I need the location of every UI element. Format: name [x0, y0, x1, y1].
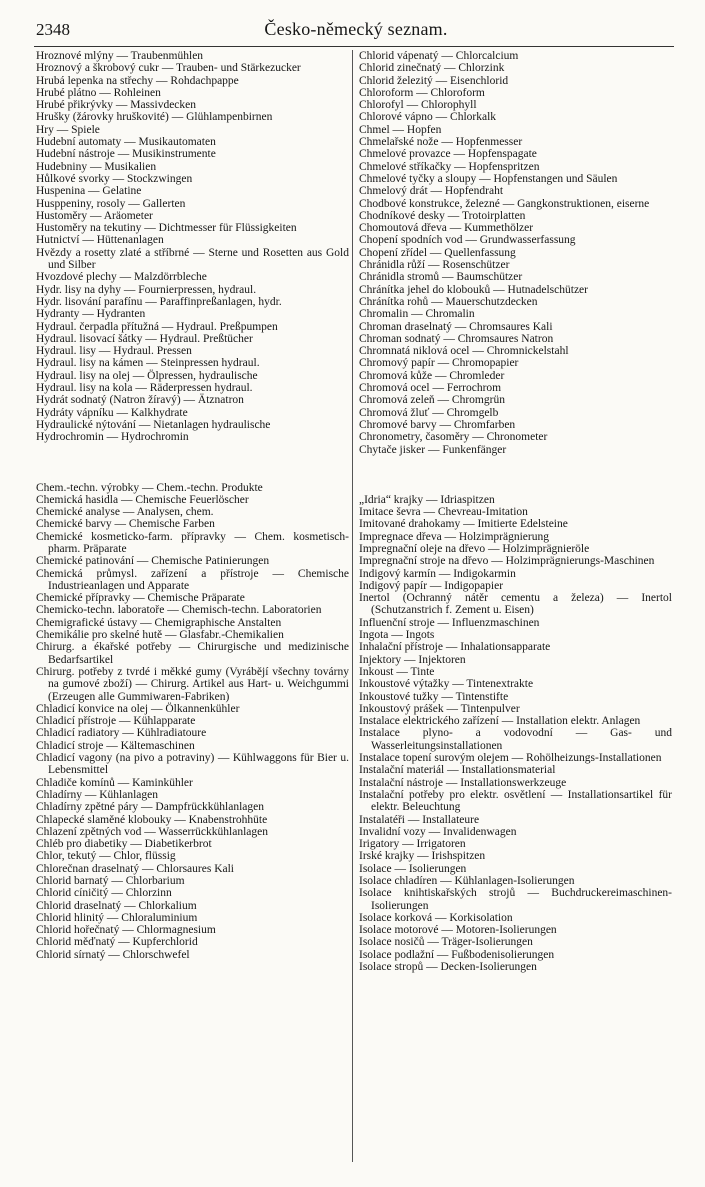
dictionary-entry: Instalační nástroje — Installationswerkzeuge [359, 776, 567, 789]
dictionary-entry: Chemické patinování — Chemische Patinierungen [36, 555, 270, 568]
dictionary-entry: Chroman draselnatý — Chromsaures Kali [359, 320, 553, 333]
dictionary-entry: Hydr. lisy na dyhy — Fournierpressen, hydraul. [36, 283, 257, 296]
dictionary-entry: Chlorové vápno — Chlorkalk [359, 111, 497, 124]
dictionary-entry: Chladicí radiatory — Kühlradiatoure [36, 727, 207, 740]
dictionary-entry: Hydr. lisování parafínu — Paraffinpreßanlagen, hydr. [36, 295, 282, 308]
dictionary-entry: Hudební nástroje — Musikinstrumente [36, 148, 216, 161]
dictionary-entry: Hydraul. lisy na kola — Räderpressen hydraul. [36, 382, 253, 395]
page-header [36, 14, 676, 44]
dictionary-entry: Chirurg. a ékařské potřeby — Chirurgische und medizinische Bedarfsartikel [36, 641, 349, 666]
dictionary-entry: Chomoutová dřeva — Kummethölzer [359, 222, 534, 235]
dictionary-entry: Hvozdové plechy — Malzdörrbleche [36, 271, 207, 284]
dictionary-entry: Husppeniny, rosoly — Gallerten [36, 197, 186, 210]
dictionary-entry: Hroznové mlýny — Traubenmühlen [36, 50, 204, 62]
dictionary-entry: Indigový karmín — Indigokarmin [359, 567, 516, 580]
dictionary-entry: Chlorid sírnatý — Chlorschwefel [36, 948, 190, 961]
dictionary-entry: Chirurg. potřeby z tvrdé i měkké gumy (Vyrábějí všechny továrny na gumové zboží) — Chirurg. Artikel aus Hart- u. Weichgummi (Erzeugen alle Gummiwaren-Fabriken) [36, 665, 349, 703]
dictionary-entry: Chromová zeleň — Chromgrün [359, 394, 505, 407]
left-entries-ch [36, 482, 349, 962]
dictionary-entry: Hydraul. čerpadla přítužná — Hydraul. Preßpumpen [36, 320, 278, 333]
dictionary-entry: Isolace korková — Korkisolation [359, 911, 513, 924]
dictionary-entry: Chemické barvy — Chemische Farben [36, 518, 215, 531]
dictionary-entry: Chopení zřídel — Quellenfassung [359, 246, 516, 259]
dictionary-entry: Chemické přípravky — Chemische Präparate [36, 592, 245, 605]
dictionary-entry: Chemické analyse — Analysen, chem. [36, 506, 214, 519]
dictionary-entry: Instalace topení surovým olejem — Rohölheizungs-Installationen [359, 752, 662, 765]
dictionary-entry: Chytače jisker — Funkenfänger [359, 443, 507, 456]
dictionary-entry: Hydraul. lisy — Hydraul. Pressen [36, 345, 192, 358]
header-rule [34, 46, 674, 47]
dictionary-entry: Invalidní vozy — Invalidenwagen [359, 825, 517, 838]
right-entries-ch [359, 50, 672, 456]
dictionary-entry: Chromový papír — Chromopapier [359, 357, 519, 370]
dictionary-entry: Chlorid hořečnatý — Chlormagnesium [36, 924, 216, 937]
dictionary-entry: Hudební automaty — Musikautomaten [36, 136, 216, 149]
dictionary-entry: Impregnace dřeva — Holzimprägnierung [359, 530, 549, 543]
dictionary-entry: Hrubá lepenka na střechy — Rohdachpappe [36, 74, 239, 87]
dictionary-entry: Chmelové tyčky a sloupy — Hopfenstangen und Säulen [359, 172, 618, 185]
dictionary-entry: Chladírny — Kühlanlagen [36, 788, 159, 801]
dictionary-entry: Instalatéři — Installateure [359, 813, 480, 826]
dictionary-entry: Hydráty vápníku — Kalkhydrate [36, 406, 188, 419]
dictionary-entry: Hydrát sodnatý (Natron žíravý) — Ätznatron [36, 394, 244, 407]
dictionary-entry: Instalační materiál — Installationsmaterial [359, 764, 556, 777]
dictionary-entry: Chopení spodních vod — Grundwasserfassung [359, 234, 576, 247]
dictionary-entry: Chladicí stroje — Kältemaschinen [36, 739, 195, 752]
dictionary-entry: Chemigrafické ústavy — Chemigraphische Anstalten [36, 616, 282, 629]
dictionary-entry: Chladicí vagony (na pivo a potraviny) — Kühlwaggons für Bier u. Lebensmittel [36, 752, 349, 777]
dictionary-entry: Inkoustový prášek — Tintenpulver [359, 702, 520, 715]
dictionary-entry: Instalace plyno- a vodovodní — Gas- und Wasserleitungsinstallationen [359, 727, 672, 752]
dictionary-entry: Chromová kůže — Chromleder [359, 369, 505, 382]
dictionary-entry: Chmelové stříkačky — Hopfenspritzen [359, 160, 540, 173]
dictionary-entry: Chránítka jehel do klobouků — Hutnadelschützer [359, 283, 588, 296]
dictionary-entry: Inkoustové výtažky — Tintenextrakte [359, 678, 534, 691]
dictionary-entry: Inkoustové tužky — Tintenstifte [359, 690, 509, 703]
dictionary-entry: Hydraul. lisy na olej — Ölpressen, hydraulische [36, 369, 258, 382]
dictionary-entry: Hrušky (žárovky hruškovité) — Glühlampenbirnen [36, 111, 273, 124]
dictionary-entry: Impregnační stroje na dřevo — Holzimprägnierungs-Maschinen [359, 555, 655, 568]
dictionary-entry: Chromalin — Chromalin [359, 308, 475, 321]
dictionary-entry: Chromová žluť — Chromgelb [359, 406, 499, 419]
left-entries-h [36, 50, 349, 444]
dictionary-entry: Chemické kosmeticko-farm. přípravky — Chem. kosmetisch-pharm. Präparate [36, 530, 349, 555]
dictionary-entry: Chronometry, časoměry — Chronometer [359, 431, 548, 444]
dictionary-entry: Irigatory — Irrigatoren [359, 838, 466, 851]
dictionary-entry: Chránidla stromů — Baumschützer [359, 271, 523, 284]
dictionary-entry: Chmelové provazce — Hopfenspagate [359, 148, 537, 161]
dictionary-entry: Chemicko-techn. laboratoře — Chemisch-techn. Laboratorien [36, 604, 322, 617]
dictionary-entry: Chromnatá niklová ocel — Chromnickelstahl [359, 345, 569, 358]
dictionary-entry: Hudebniny — Musikalien [36, 160, 157, 173]
dictionary-entry: Chromová ocel — Ferrochrom [359, 382, 502, 395]
dictionary-entry: Chroman sodnatý — Chromsaures Natron [359, 332, 554, 345]
dictionary-entry: Chemická hasidla — Chemische Feuerlöscher [36, 493, 249, 506]
dictionary-entry: Chlorid měďnatý — Kupferchlorid [36, 936, 198, 949]
dictionary-entry: Isolace motorové — Motoren-Isolierungen [359, 924, 557, 937]
dictionary-entry: Inhalační přístroje — Inhalationsapparate [359, 641, 551, 654]
dictionary-entry: Hvězdy a rosetty zlaté a stříbrné — Sterne und Rosetten aus Gold und Silber [36, 246, 349, 272]
dictionary-entry: Chmelařské nože — Hopfenmesser [359, 136, 523, 149]
dictionary-entry: Chlorid cíničitý — Chlorzinn [36, 887, 172, 900]
dictionary-entry: Isolace chladíren — Kühlanlagen-Isolierungen [359, 875, 575, 887]
dictionary-entry: Isolace knihtiskařských strojů — Buchdruckereimaschinen-Isolierungen [359, 887, 672, 912]
dictionary-entry: Influenční stroje — Influenzmaschinen [359, 616, 540, 629]
dictionary-entry: Chlapecké slaměné klobouky — Knabenstrohhüte [36, 813, 268, 826]
dictionary-entry: Imitace ševra — Chevreau-Imitation [359, 506, 528, 519]
dictionary-entry: Chemická průmysl. zařízení a přístroje — Chemische Industrieanlagen und Apparate [36, 567, 349, 592]
dictionary-entry: Hydraulické nýtování — Nietanlagen hydraulische [36, 418, 271, 431]
dictionary-entry: Chmelový drát — Hopfendraht [359, 185, 504, 198]
dictionary-entry: Chránítka rohů — Mauerschutzdecken [359, 295, 538, 308]
dictionary-entry: Hrubé plátno — Rohleinen [36, 86, 161, 99]
column-divider [352, 50, 353, 1162]
dictionary-entry: Hrubé přikrývky — Massivdecken [36, 99, 197, 112]
dictionary-entry: Hydraul. lisovací šátky — Hydraul. Preßtücher [36, 332, 253, 345]
right-column [359, 50, 672, 973]
dictionary-entry: Chléb pro diabetiky — Diabetikerbrot [36, 838, 212, 851]
dictionary-entry: Chladiče komínů — Kaminkühler [36, 776, 193, 789]
dictionary-entry: Hydrochromin — Hydrochromin [36, 431, 189, 444]
left-column [36, 50, 349, 961]
dictionary-entry: Chlorid vápenatý — Chlorcalcium [359, 50, 519, 62]
dictionary-entry: Imitované drahokamy — Imitierte Edelsteine [359, 518, 568, 531]
dictionary-entry: Chlazení zpětných vod — Wasserrückkühlanlagen [36, 825, 268, 838]
dictionary-entry: Isolace nosičů — Träger-Isolierungen [359, 936, 533, 949]
dictionary-entry: Instalační potřeby pro elektr. osvětlení — Installationsartikel für elektr. Beleuchtung [359, 788, 672, 814]
dictionary-entry: Hustoměry — Aräometer [36, 209, 153, 222]
dictionary-entry: Inertol (Ochranný nátěr cementu a železa) — Inertol (Schutzanstrich f. Zement u. Eisen) [359, 592, 672, 617]
dictionary-entry: Injektory — Injektoren [359, 653, 466, 666]
dictionary-entry: Chlorofyl — Chlorophyll [359, 99, 477, 112]
section-gap [359, 456, 672, 494]
dictionary-entry: Chemikálie pro skelné hutě — Glasfabr.-Chemikalien [36, 629, 284, 642]
dictionary-entry: Impregnační oleje na dřevo — Holzimprägnieröle [359, 542, 590, 555]
dictionary-entry: Chodbové konstrukce, železné — Gangkonstruktionen, eiserne [359, 197, 650, 210]
dictionary-entry: Chlorečnan draselnatý — Chlorsaures Kali [36, 862, 234, 875]
dictionary-entry: Chem.-techn. výrobky — Chem.-techn. Produkte [36, 481, 263, 494]
dictionary-entry: Chladicí konvice na olej — Ölkannenkühler [36, 702, 240, 715]
dictionary-entry: Irské krajky — Irishspitzen [359, 850, 486, 863]
page-number: 2348 [36, 20, 70, 39]
dictionary-entry: Inkoust — Tinte [359, 665, 435, 678]
dictionary-entry: Hůlkové svorky — Stockzwingen [36, 172, 193, 185]
dictionary-entry: Hutnictví — Hüttenanlagen [36, 234, 164, 247]
dictionary-entry: Instalace elektrického zařízení — Installation elektr. Anlagen [359, 715, 641, 728]
dictionary-entry: „Idria“ krajky — Idriaspitzen [359, 493, 495, 506]
dictionary-entry: Huspenina — Gelatine [36, 185, 142, 198]
page-title: Česko-německý seznam. [264, 19, 448, 39]
dictionary-entry: Chmel — Hopfen [359, 123, 442, 136]
dictionary-entry: Chloroform — Chloroform [359, 86, 485, 99]
dictionary-entry: Chlor, tekutý — Chlor, flüssig [36, 850, 176, 863]
dictionary-entry: Hustoměry na tekutiny — Dichtmesser für Flüssigkeiten [36, 222, 297, 235]
dictionary-entry: Isolace stropů — Decken-Isolierungen [359, 961, 537, 974]
dictionary-entry: Chlorid barnatý — Chlorbarium [36, 875, 185, 887]
dictionary-entry: Hydranty — Hydranten [36, 308, 146, 321]
dictionary-entry: Chlorid zinečnatý — Chlorzink [359, 62, 505, 75]
section-gap [36, 444, 349, 482]
dictionary-entry: Isolace podlažní — Fußbodenisolierungen [359, 948, 555, 961]
dictionary-entry: Chlorid draselnatý — Chlorkalium [36, 899, 197, 912]
dictionary-entry: Hydraul. lisy na kámen — Steinpressen hydraul. [36, 357, 260, 370]
dictionary-entry: Hroznový a škrobový cukr — Trauben- und Stärkezucker [36, 62, 301, 75]
dictionary-entry: Chlorid hlinitý — Chloraluminium [36, 911, 198, 924]
dictionary-entry: Chránidla růží — Rosenschützer [359, 259, 510, 272]
dictionary-entry: Indigový papír — Indigopapier [359, 579, 504, 592]
right-entries-i [359, 494, 672, 974]
dictionary-entry: Chromové barvy — Chromfarben [359, 418, 516, 431]
dictionary-entry: Chodníkové desky — Trotoirplatten [359, 209, 526, 222]
dictionary-entry: Hry — Spiele [36, 123, 100, 136]
dictionary-entry: Ingota — Ingots [359, 629, 435, 642]
dictionary-entry: Chladírny zpětné páry — Dampfrückkühlanlagen [36, 801, 265, 814]
dictionary-entry: Chladicí přístroje — Kühlapparate [36, 715, 196, 728]
dictionary-entry: Isolace — Isolierungen [359, 862, 467, 875]
dictionary-entry: Chlorid železitý — Eisenchlorid [359, 74, 509, 87]
